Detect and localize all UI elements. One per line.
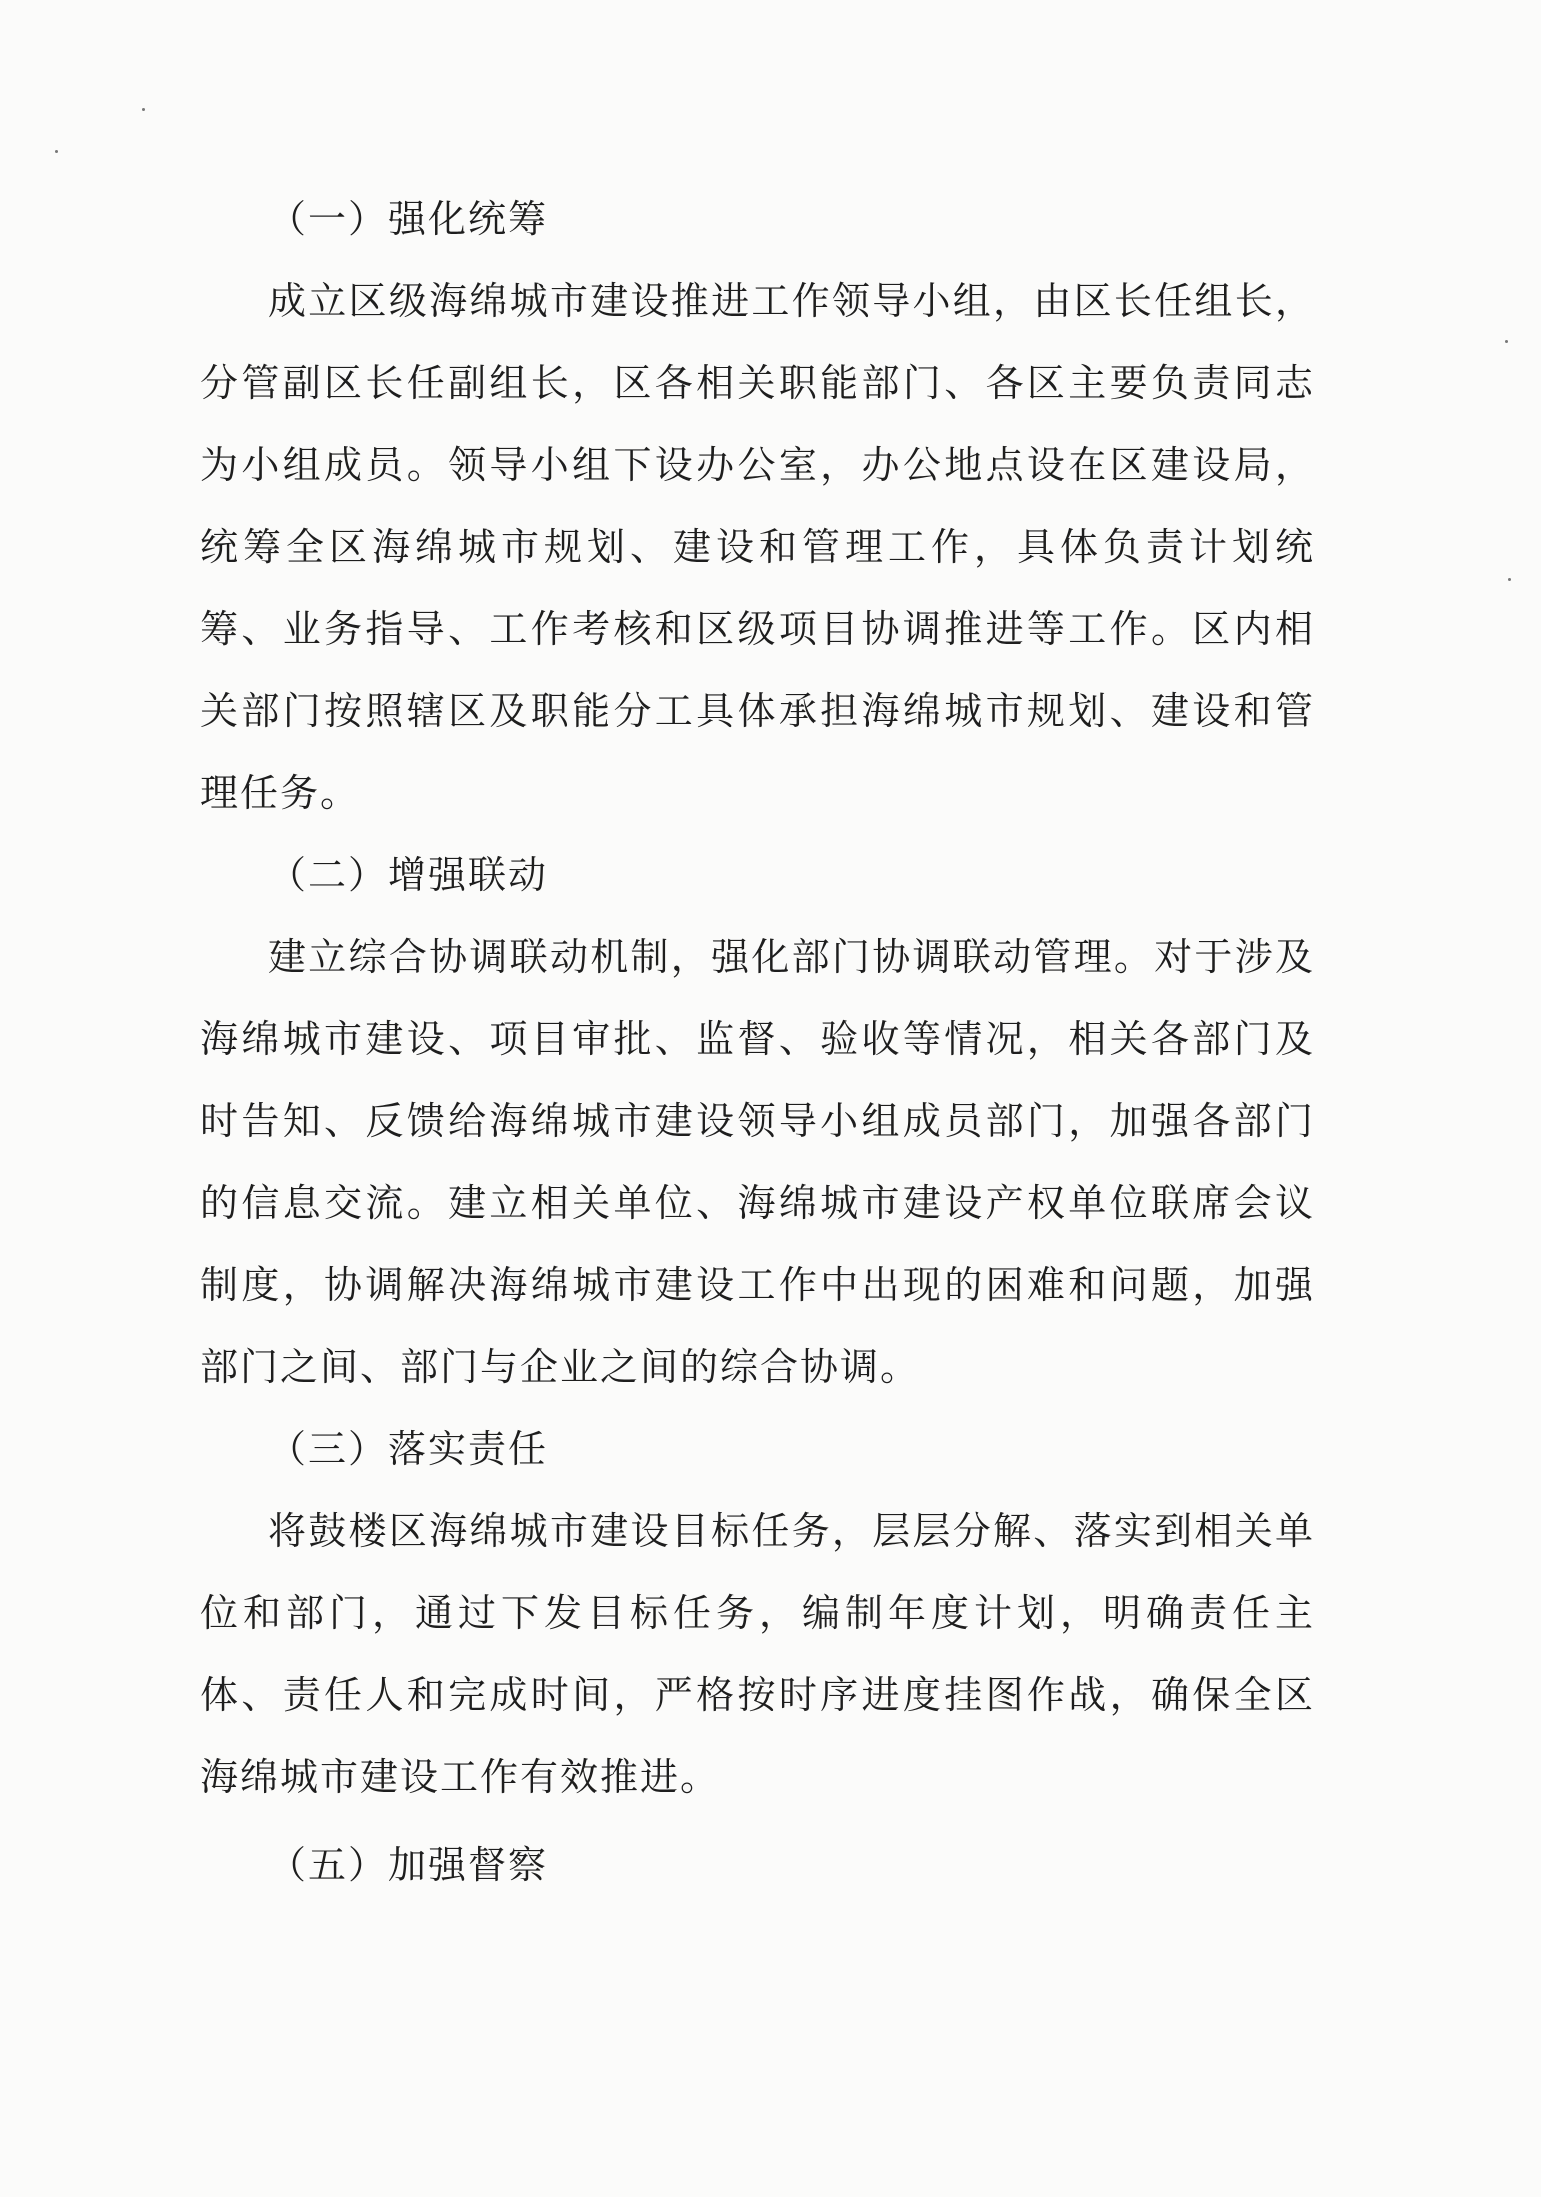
section-paragraph: 将鼓楼区海绵城市建设目标任务，层层分解、落实到相关单位和部门，通过下发目标任务，编制年度计划，明确责任主体、责任人和完成时间，严格按时序进度挂图作战，确保全区海绵城市建设工作有效推进。: [200, 1509, 1315, 1799]
section-heading: （二）增强联动: [268, 853, 549, 897]
scan-speck: [142, 108, 145, 111]
section-1: [200, 178, 1315, 834]
scan-speck: [55, 150, 58, 153]
section-paragraph: 建立综合协调联动机制，强化部门协调联动管理。对于涉及海绵城市建设、项目审批、监督、验收等情况，相关各部门及时告知、反馈给海绵城市建设领导小组成员部门，加强各部门的信息交流。建立相关单位、海绵城市建设产权单位联席会议制度，协调解决海绵城市建设工作中出现的困难和问题，加强部门之间、部门与企业之间的综合协调。: [200, 935, 1315, 1389]
section-heading: （三）落实责任: [268, 1427, 549, 1471]
section-5: [200, 1824, 1315, 1906]
section-heading: （一）强化统筹: [268, 197, 549, 241]
section-heading: （五）加强督察: [268, 1843, 549, 1887]
document-body: [200, 178, 1315, 1906]
section-2: [200, 834, 1315, 1408]
section-paragraph: 成立区级海绵城市建设推进工作领导小组，由区长任组长，分管副区长任副组长，区各相关职能部门、各区主要负责同志为小组成员。领导小组下设办公室，办公地点设在区建设局，统筹全区海绵城市规划、建设和管理工作，具体负责计划统筹、业务指导、工作考核和区级项目协调推进等工作。区内相关部门按照辖区及职能分工具体承担海绵城市规划、建设和管理任务。: [200, 279, 1315, 815]
scan-speck: [1508, 578, 1511, 581]
scan-speck: [1505, 340, 1508, 343]
section-3: [200, 1408, 1315, 1818]
